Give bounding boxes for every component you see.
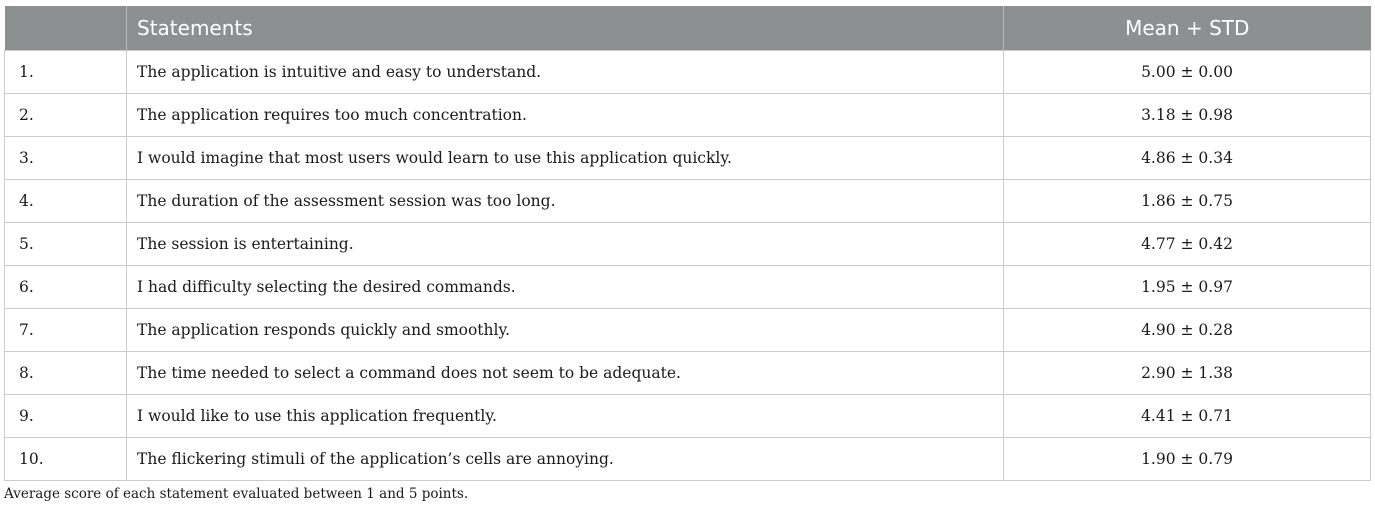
row-statement: I had difficulty selecting the desired commands. xyxy=(127,266,1004,309)
table-row xyxy=(5,51,1371,94)
row-mean-std: 4.41 ± 0.71 xyxy=(1004,395,1371,438)
row-mean-std: 4.77 ± 0.42 xyxy=(1004,223,1371,266)
table-row xyxy=(5,94,1371,137)
row-statement: I would like to use this application frequently. xyxy=(127,395,1004,438)
header-row xyxy=(5,6,1371,51)
row-number: 4. xyxy=(5,180,127,223)
row-mean-std: 1.86 ± 0.75 xyxy=(1004,180,1371,223)
table-footnote: Average score of each statement evaluated between 1 and 5 points. xyxy=(4,486,469,502)
row-mean-std: 5.00 ± 0.00 xyxy=(1004,51,1371,94)
row-number: 9. xyxy=(5,395,127,438)
row-statement: I would imagine that most users would learn to use this application quickly. xyxy=(127,137,1004,180)
row-statement: The application is intuitive and easy to understand. xyxy=(127,51,1004,94)
row-statement: The session is entertaining. xyxy=(127,223,1004,266)
row-statement: The flickering stimuli of the application’s cells are annoying. xyxy=(127,438,1004,481)
statements-table xyxy=(4,6,1371,481)
table-body xyxy=(5,51,1371,481)
row-statement: The time needed to select a command does not seem to be adequate. xyxy=(127,352,1004,395)
table-row xyxy=(5,223,1371,266)
table-row xyxy=(5,438,1371,481)
row-number: 3. xyxy=(5,137,127,180)
row-statement: The duration of the assessment session was too long. xyxy=(127,180,1004,223)
table-row xyxy=(5,395,1371,438)
row-number: 10. xyxy=(5,438,127,481)
row-mean-std: 4.90 ± 0.28 xyxy=(1004,309,1371,352)
row-statement: The application requires too much concentration. xyxy=(127,94,1004,137)
statements-table-container xyxy=(4,6,1370,481)
row-number: 8. xyxy=(5,352,127,395)
row-number: 1. xyxy=(5,51,127,94)
row-number: 6. xyxy=(5,266,127,309)
row-mean-std: 4.86 ± 0.34 xyxy=(1004,137,1371,180)
table-row xyxy=(5,180,1371,223)
table-row xyxy=(5,309,1371,352)
row-number: 5. xyxy=(5,223,127,266)
row-mean-std: 2.90 ± 1.38 xyxy=(1004,352,1371,395)
row-statement: The application responds quickly and smoothly. xyxy=(127,309,1004,352)
table-row xyxy=(5,266,1371,309)
header-mean-std: Mean + STD xyxy=(1004,6,1371,51)
row-mean-std: 3.18 ± 0.98 xyxy=(1004,94,1371,137)
header-statements: Statements xyxy=(127,6,1004,51)
row-number: 2. xyxy=(5,94,127,137)
table-row xyxy=(5,352,1371,395)
row-mean-std: 1.95 ± 0.97 xyxy=(1004,266,1371,309)
table-header xyxy=(5,6,1371,51)
row-mean-std: 1.90 ± 0.79 xyxy=(1004,438,1371,481)
table-row xyxy=(5,137,1371,180)
row-number: 7. xyxy=(5,309,127,352)
header-number xyxy=(5,6,127,51)
